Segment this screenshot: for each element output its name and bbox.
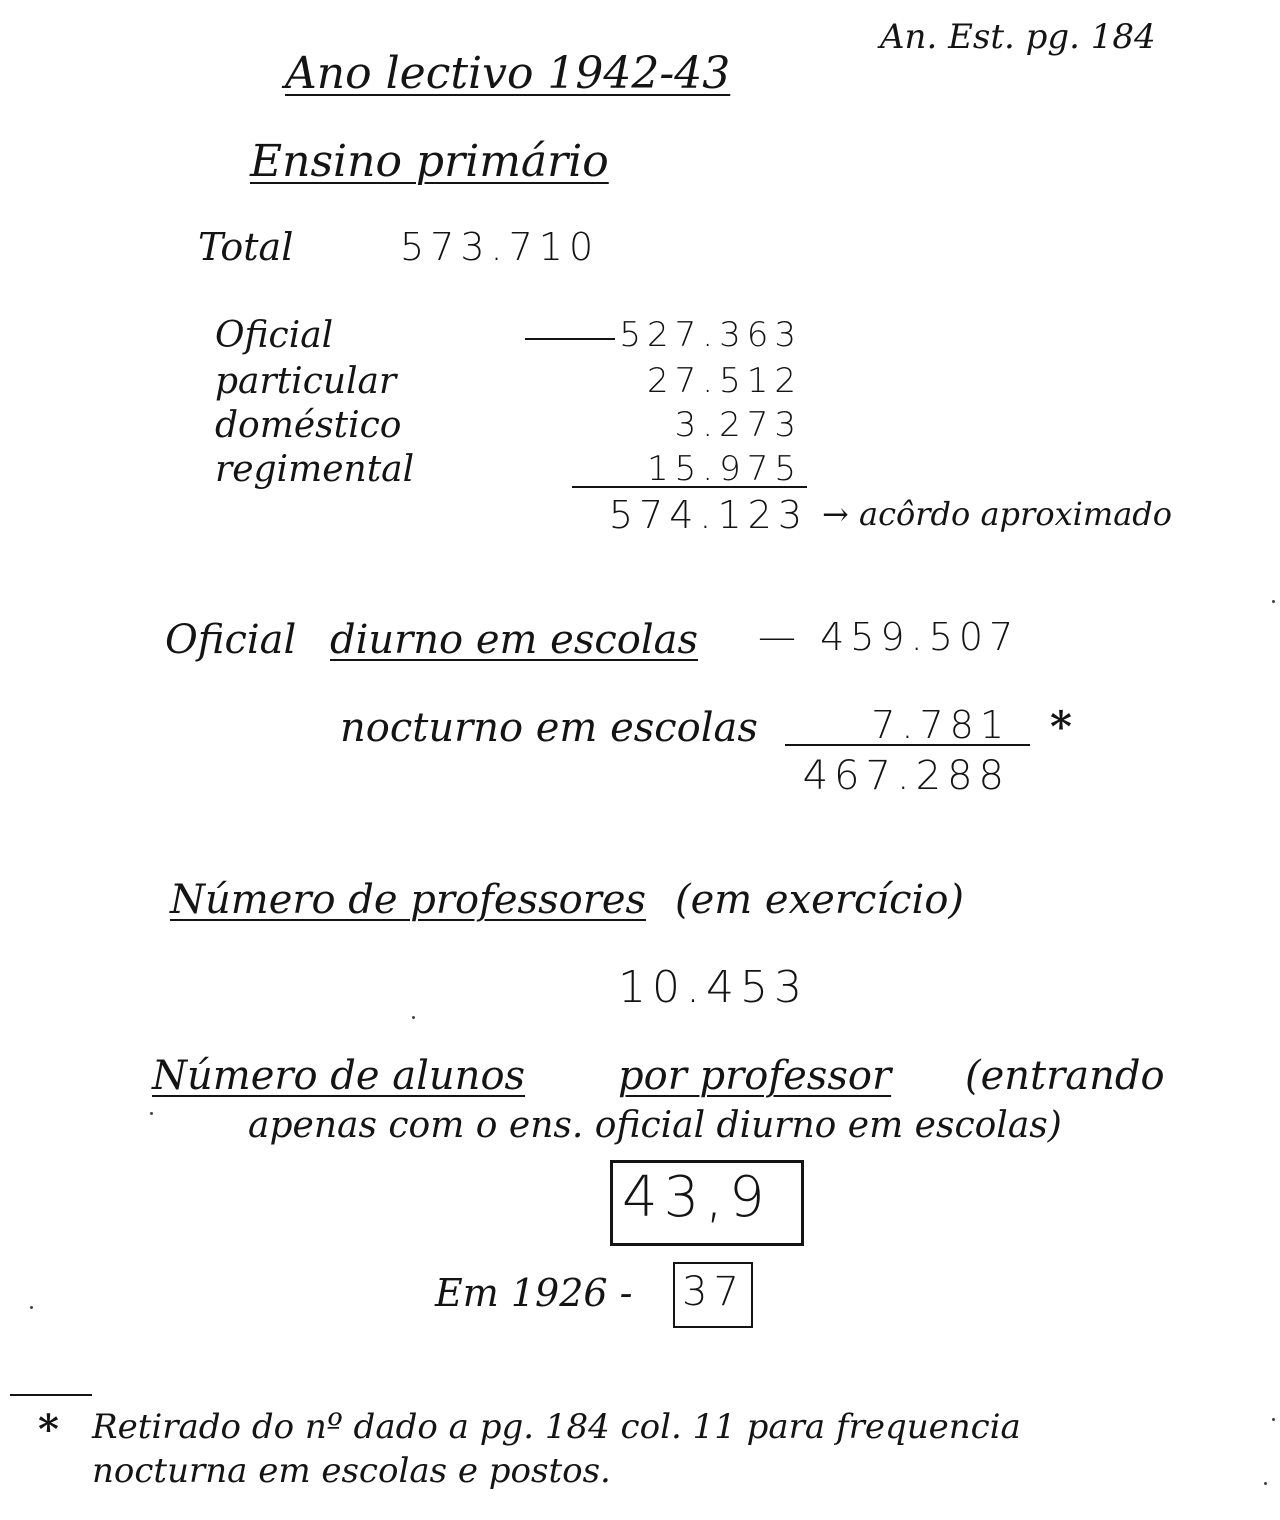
em-1926-label: Em 1926 -: [435, 1271, 633, 1315]
professores-label: Número de professores: [170, 877, 647, 923]
professores-value: 10.453: [618, 962, 808, 1013]
paper-speck: [1264, 1482, 1267, 1485]
breakdown-value-particular: 27.512: [647, 361, 802, 401]
page-title: Ano lectivo 1942-43: [285, 48, 731, 99]
sum-rule: [572, 486, 807, 488]
ratio-value: 43,9: [622, 1165, 771, 1230]
breakdown-sum-value: 574.123: [608, 493, 808, 537]
footnote-marker: *: [38, 1406, 59, 1453]
leader-line: [525, 338, 615, 340]
breakdown-label-oficial: Oficial: [215, 315, 334, 356]
breakdown-label-domestico: doméstico: [215, 405, 402, 446]
footnote-line1: Retirado do nº dado a pg. 184 col. 11 para frequencia: [92, 1407, 1021, 1447]
asterisk-marker: *: [1050, 702, 1072, 751]
paper-speck: [150, 1112, 153, 1115]
oficial-nocturno-label: nocturno em escolas: [340, 705, 758, 751]
paper-speck: [1272, 1418, 1275, 1421]
oficial-prefix: Oficial: [165, 617, 297, 663]
footnote-line2: nocturna em escolas e postos.: [92, 1451, 611, 1491]
alunos-label: Número de alunos: [152, 1053, 526, 1099]
alunos-note-line1: (entrando: [965, 1053, 1165, 1099]
professores-note: (em exercício): [675, 877, 965, 923]
breakdown-value-regimental: 15.975: [647, 449, 802, 489]
alunos-label-by: por professor: [618, 1053, 892, 1099]
reference-note: An. Est. pg. 184: [880, 17, 1156, 57]
oficial-nocturno-value: 7.781: [871, 703, 1010, 747]
breakdown-value-domestico: 3.273: [674, 405, 802, 445]
oficial-diurno-value: — 459.507: [758, 615, 1020, 659]
oficial-sum-value: 467.288: [802, 753, 1010, 799]
total-label: Total: [198, 225, 294, 269]
alunos-note-line2: apenas com o ens. oficial diurno em escolas): [248, 1105, 1062, 1146]
sum-rule: [785, 744, 1030, 746]
footnote-rule: [10, 1394, 92, 1396]
breakdown-label-particular: particular: [215, 361, 397, 402]
oficial-diurno-label: diurno em escolas: [330, 617, 699, 663]
breakdown-sum-note: → acôrdo aproximado: [822, 495, 1173, 533]
breakdown-label-regimental: regimental: [215, 449, 415, 490]
total-value: 573.710: [400, 225, 600, 269]
breakdown-value-oficial: 527.363: [619, 315, 802, 355]
section-subtitle: Ensino primário: [250, 136, 609, 187]
paper-speck: [1272, 600, 1275, 603]
em-1926-value: 37: [682, 1269, 745, 1315]
paper-speck: [412, 1016, 415, 1019]
paper-speck: [30, 1306, 33, 1309]
